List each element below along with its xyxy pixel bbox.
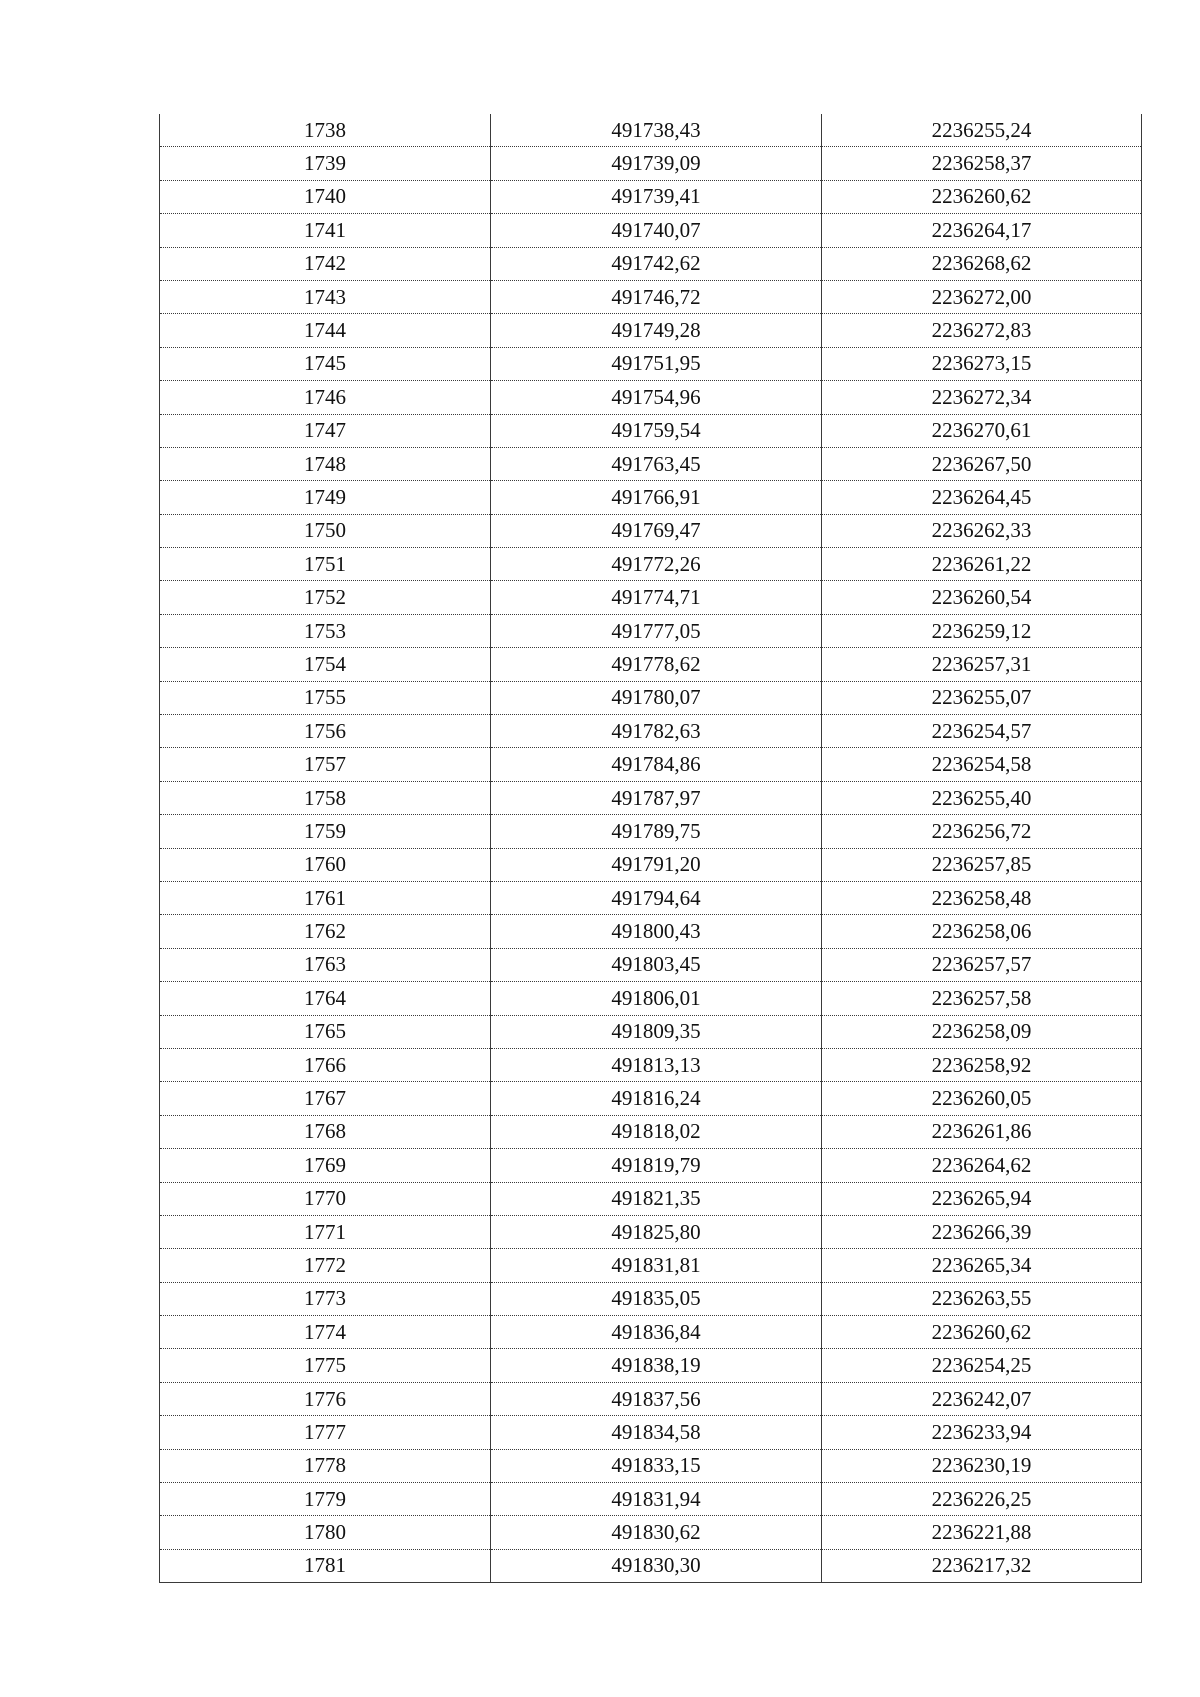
x-coordinate-cell: 491769,47: [491, 514, 822, 547]
point-number-cell: 1774: [160, 1316, 491, 1349]
table-row: [160, 781, 1142, 814]
table-row: [160, 1349, 1142, 1382]
x-coordinate-cell: 491746,72: [491, 280, 822, 313]
point-number-cell: 1752: [160, 581, 491, 614]
table-row: [160, 848, 1142, 881]
table-row: [160, 481, 1142, 514]
table-row: [160, 748, 1142, 781]
y-coordinate-cell: 2236254,58: [822, 748, 1142, 781]
y-coordinate-cell: 2236266,39: [822, 1215, 1142, 1248]
x-coordinate-cell: 491806,01: [491, 982, 822, 1015]
y-coordinate-cell: 2236272,83: [822, 314, 1142, 347]
point-number-cell: 1781: [160, 1549, 491, 1582]
x-coordinate-cell: 491800,43: [491, 915, 822, 948]
table-row: [160, 815, 1142, 848]
y-coordinate-cell: 2236261,22: [822, 548, 1142, 581]
table-row: [160, 982, 1142, 1015]
table-row: [160, 648, 1142, 681]
table-row: [160, 1149, 1142, 1182]
y-coordinate-cell: 2236254,25: [822, 1349, 1142, 1382]
y-coordinate-cell: 2236260,54: [822, 581, 1142, 614]
table-row: [160, 1416, 1142, 1449]
table-row: [160, 1249, 1142, 1282]
table-row: [160, 1082, 1142, 1115]
point-number-cell: 1754: [160, 648, 491, 681]
x-coordinate-cell: 491819,79: [491, 1149, 822, 1182]
x-coordinate-cell: 491830,62: [491, 1516, 822, 1549]
table-row: [160, 1215, 1142, 1248]
table-row: [160, 1483, 1142, 1516]
table-row: [160, 614, 1142, 647]
y-coordinate-cell: 2236264,62: [822, 1149, 1142, 1182]
x-coordinate-cell: 491787,97: [491, 781, 822, 814]
table-row: [160, 447, 1142, 480]
table-row: [160, 114, 1142, 147]
y-coordinate-cell: 2236258,06: [822, 915, 1142, 948]
table-row: [160, 681, 1142, 714]
x-coordinate-cell: 491831,81: [491, 1249, 822, 1282]
x-coordinate-cell: 491803,45: [491, 948, 822, 981]
table-row: [160, 314, 1142, 347]
x-coordinate-cell: 491821,35: [491, 1182, 822, 1215]
point-number-cell: 1777: [160, 1416, 491, 1449]
y-coordinate-cell: 2236263,55: [822, 1282, 1142, 1315]
table-row: [160, 1182, 1142, 1215]
point-number-cell: 1744: [160, 314, 491, 347]
point-number-cell: 1765: [160, 1015, 491, 1048]
y-coordinate-cell: 2236258,92: [822, 1048, 1142, 1081]
table-row: [160, 414, 1142, 447]
x-coordinate-cell: 491751,95: [491, 347, 822, 380]
point-number-cell: 1753: [160, 614, 491, 647]
table-row: [160, 1282, 1142, 1315]
x-coordinate-cell: 491791,20: [491, 848, 822, 881]
point-number-cell: 1760: [160, 848, 491, 881]
x-coordinate-cell: 491836,84: [491, 1316, 822, 1349]
point-number-cell: 1758: [160, 781, 491, 814]
table-row: [160, 715, 1142, 748]
point-number-cell: 1743: [160, 280, 491, 313]
point-number-cell: 1748: [160, 447, 491, 480]
x-coordinate-cell: 491766,91: [491, 481, 822, 514]
y-coordinate-cell: 2236257,85: [822, 848, 1142, 881]
point-number-cell: 1764: [160, 982, 491, 1015]
point-number-cell: 1762: [160, 915, 491, 948]
point-number-cell: 1755: [160, 681, 491, 714]
point-number-cell: 1740: [160, 180, 491, 213]
point-number-cell: 1773: [160, 1282, 491, 1315]
y-coordinate-cell: 2236257,57: [822, 948, 1142, 981]
x-coordinate-cell: 491816,24: [491, 1082, 822, 1115]
x-coordinate-cell: 491738,43: [491, 114, 822, 147]
y-coordinate-cell: 2236242,07: [822, 1382, 1142, 1415]
x-coordinate-cell: 491777,05: [491, 614, 822, 647]
y-coordinate-cell: 2236264,17: [822, 214, 1142, 247]
x-coordinate-cell: 491830,30: [491, 1549, 822, 1582]
x-coordinate-cell: 491825,80: [491, 1215, 822, 1248]
x-coordinate-cell: 491780,07: [491, 681, 822, 714]
table-row: [160, 1048, 1142, 1081]
table-row: [160, 915, 1142, 948]
y-coordinate-cell: 2236272,00: [822, 280, 1142, 313]
table-row: [160, 1549, 1142, 1582]
x-coordinate-cell: 491739,41: [491, 180, 822, 213]
coordinates-table: [159, 114, 1142, 1583]
point-number-cell: 1746: [160, 381, 491, 414]
point-number-cell: 1757: [160, 748, 491, 781]
table-row: [160, 1316, 1142, 1349]
y-coordinate-cell: 2236264,45: [822, 481, 1142, 514]
y-coordinate-cell: 2236233,94: [822, 1416, 1142, 1449]
x-coordinate-cell: 491837,56: [491, 1382, 822, 1415]
point-number-cell: 1766: [160, 1048, 491, 1081]
point-number-cell: 1771: [160, 1215, 491, 1248]
point-number-cell: 1769: [160, 1149, 491, 1182]
x-coordinate-cell: 491739,09: [491, 147, 822, 180]
table-row: [160, 247, 1142, 280]
y-coordinate-cell: 2236258,09: [822, 1015, 1142, 1048]
y-coordinate-cell: 2236256,72: [822, 815, 1142, 848]
x-coordinate-cell: 491838,19: [491, 1349, 822, 1382]
x-coordinate-cell: 491834,58: [491, 1416, 822, 1449]
point-number-cell: 1745: [160, 347, 491, 380]
y-coordinate-cell: 2236262,33: [822, 514, 1142, 547]
x-coordinate-cell: 491782,63: [491, 715, 822, 748]
point-number-cell: 1768: [160, 1115, 491, 1148]
y-coordinate-cell: 2236268,62: [822, 247, 1142, 280]
y-coordinate-cell: 2236230,19: [822, 1449, 1142, 1482]
coordinates-table-body: [160, 114, 1142, 1583]
point-number-cell: 1738: [160, 114, 491, 147]
y-coordinate-cell: 2236258,37: [822, 147, 1142, 180]
table-row: [160, 381, 1142, 414]
x-coordinate-cell: 491818,02: [491, 1115, 822, 1148]
y-coordinate-cell: 2236257,58: [822, 982, 1142, 1015]
table-row: [160, 214, 1142, 247]
y-coordinate-cell: 2236226,25: [822, 1483, 1142, 1516]
point-number-cell: 1756: [160, 715, 491, 748]
x-coordinate-cell: 491813,13: [491, 1048, 822, 1081]
x-coordinate-cell: 491772,26: [491, 548, 822, 581]
point-number-cell: 1763: [160, 948, 491, 981]
x-coordinate-cell: 491759,54: [491, 414, 822, 447]
y-coordinate-cell: 2236255,07: [822, 681, 1142, 714]
point-number-cell: 1750: [160, 514, 491, 547]
table-row: [160, 948, 1142, 981]
y-coordinate-cell: 2236272,34: [822, 381, 1142, 414]
table-row: [160, 180, 1142, 213]
x-coordinate-cell: 491740,07: [491, 214, 822, 247]
table-row: [160, 1015, 1142, 1048]
x-coordinate-cell: 491749,28: [491, 314, 822, 347]
point-number-cell: 1770: [160, 1182, 491, 1215]
x-coordinate-cell: 491789,75: [491, 815, 822, 848]
point-number-cell: 1776: [160, 1382, 491, 1415]
table-row: [160, 881, 1142, 914]
y-coordinate-cell: 2236265,34: [822, 1249, 1142, 1282]
table-row: [160, 147, 1142, 180]
y-coordinate-cell: 2236273,15: [822, 347, 1142, 380]
x-coordinate-cell: 491778,62: [491, 648, 822, 681]
table-row: [160, 1516, 1142, 1549]
table-row: [160, 1449, 1142, 1482]
x-coordinate-cell: 491754,96: [491, 381, 822, 414]
y-coordinate-cell: 2236260,62: [822, 180, 1142, 213]
point-number-cell: 1775: [160, 1349, 491, 1382]
table-row: [160, 280, 1142, 313]
x-coordinate-cell: 491794,64: [491, 881, 822, 914]
y-coordinate-cell: 2236221,88: [822, 1516, 1142, 1549]
point-number-cell: 1778: [160, 1449, 491, 1482]
y-coordinate-cell: 2236261,86: [822, 1115, 1142, 1148]
x-coordinate-cell: 491833,15: [491, 1449, 822, 1482]
y-coordinate-cell: 2236258,48: [822, 881, 1142, 914]
x-coordinate-cell: 491742,62: [491, 247, 822, 280]
x-coordinate-cell: 491809,35: [491, 1015, 822, 1048]
point-number-cell: 1747: [160, 414, 491, 447]
y-coordinate-cell: 2236260,62: [822, 1316, 1142, 1349]
y-coordinate-cell: 2236254,57: [822, 715, 1142, 748]
x-coordinate-cell: 491835,05: [491, 1282, 822, 1315]
x-coordinate-cell: 491774,71: [491, 581, 822, 614]
table-row: [160, 581, 1142, 614]
point-number-cell: 1739: [160, 147, 491, 180]
y-coordinate-cell: 2236257,31: [822, 648, 1142, 681]
y-coordinate-cell: 2236255,24: [822, 114, 1142, 147]
x-coordinate-cell: 491831,94: [491, 1483, 822, 1516]
table-row: [160, 548, 1142, 581]
y-coordinate-cell: 2236265,94: [822, 1182, 1142, 1215]
point-number-cell: 1779: [160, 1483, 491, 1516]
y-coordinate-cell: 2236270,61: [822, 414, 1142, 447]
point-number-cell: 1772: [160, 1249, 491, 1282]
table-row: [160, 347, 1142, 380]
point-number-cell: 1761: [160, 881, 491, 914]
point-number-cell: 1767: [160, 1082, 491, 1115]
table-row: [160, 514, 1142, 547]
table-row: [160, 1382, 1142, 1415]
table-row: [160, 1115, 1142, 1148]
y-coordinate-cell: 2236267,50: [822, 447, 1142, 480]
y-coordinate-cell: 2236255,40: [822, 781, 1142, 814]
y-coordinate-cell: 2236260,05: [822, 1082, 1142, 1115]
point-number-cell: 1751: [160, 548, 491, 581]
x-coordinate-cell: 491784,86: [491, 748, 822, 781]
point-number-cell: 1741: [160, 214, 491, 247]
x-coordinate-cell: 491763,45: [491, 447, 822, 480]
point-number-cell: 1759: [160, 815, 491, 848]
point-number-cell: 1780: [160, 1516, 491, 1549]
point-number-cell: 1742: [160, 247, 491, 280]
point-number-cell: 1749: [160, 481, 491, 514]
y-coordinate-cell: 2236217,32: [822, 1549, 1142, 1582]
y-coordinate-cell: 2236259,12: [822, 614, 1142, 647]
